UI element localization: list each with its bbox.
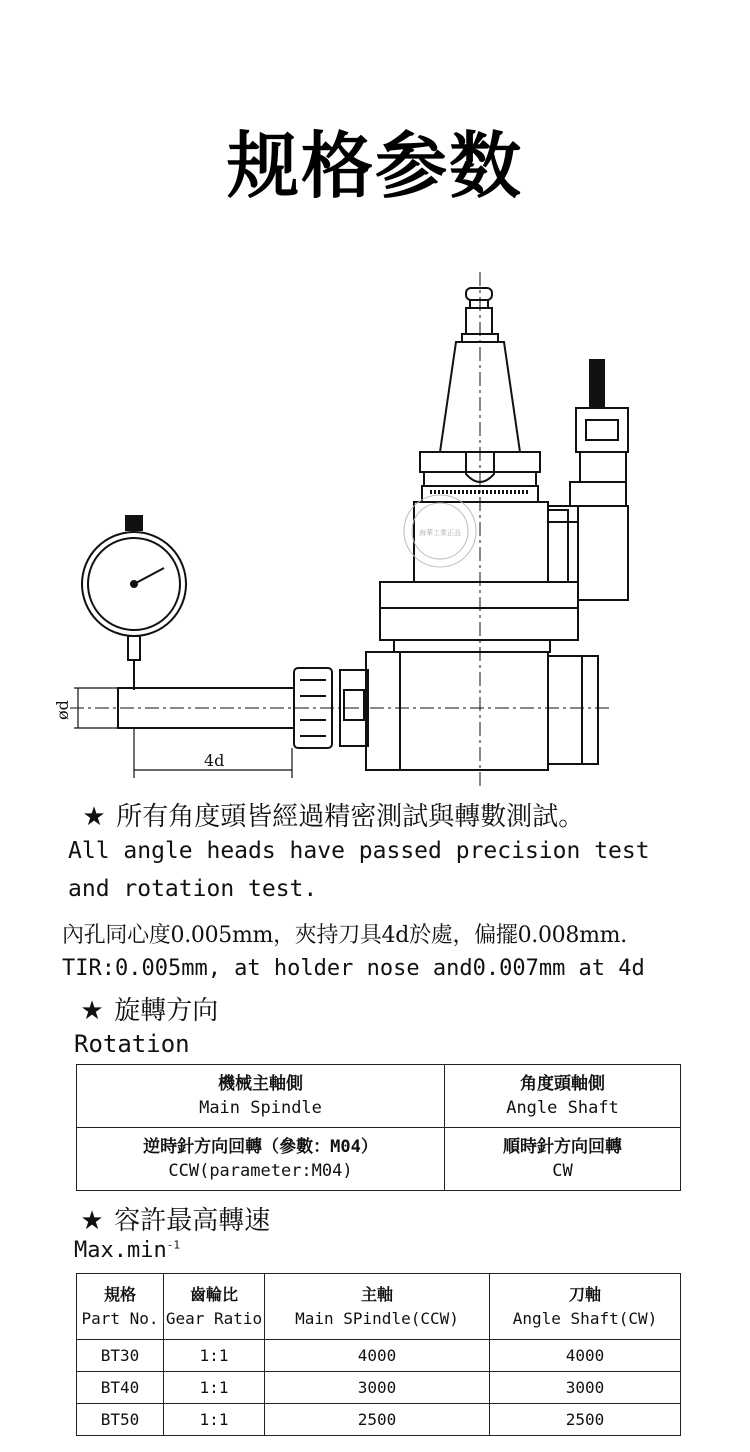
table-cell: BT40 [77, 1372, 164, 1404]
table-row [77, 1404, 681, 1436]
note-tir-zh: 內孔同心度0.005mm，夾持刀具4d於處，偏擺0.008mm. [62, 923, 627, 948]
output-spindle [340, 652, 598, 770]
star-icon: ★ [80, 1206, 104, 1236]
diameter-label: ød [53, 700, 72, 720]
rotation-heading: ★ 旋轉方向 [78, 990, 218, 1027]
table-cell: 1:1 [164, 1404, 265, 1436]
table-row [77, 1065, 681, 1128]
table-cell: BT30 [77, 1340, 164, 1372]
rotation-heading-en: Rotation [74, 1030, 190, 1058]
page-title: 规格参数 [226, 124, 523, 208]
rotation-table [76, 1064, 681, 1191]
table-cell: 順時針方向回轉 CW [445, 1128, 681, 1191]
star-icon: ★ [80, 996, 104, 1026]
table-row [77, 1128, 681, 1191]
note-precision-en-2: and rotation test. [68, 876, 318, 902]
table-cell: 3000 [265, 1372, 490, 1404]
table-cell: 機械主軸側 Main Spindle [77, 1065, 445, 1128]
table-cell: 2500 [490, 1404, 681, 1436]
dial-gauge-icon [82, 516, 186, 690]
table-cell: 3000 [490, 1372, 681, 1404]
speed-heading-en: $Max.\min^{-1}$ [74, 1238, 180, 1263]
table-cell: 4000 [265, 1340, 490, 1372]
table-cell: 4000 [490, 1340, 681, 1372]
table-row [77, 1274, 681, 1340]
star-icon: ★ [82, 802, 106, 832]
table-cell: 刀軸 Angle Shaft(CW) [490, 1274, 681, 1340]
table-cell: BT50 [77, 1404, 164, 1436]
table-cell: 1:1 [164, 1372, 265, 1404]
table-cell: 規格 Part No. [77, 1274, 164, 1340]
table-cell: 2500 [265, 1404, 490, 1436]
table-cell: 1:1 [164, 1340, 265, 1372]
length-label: 4d [204, 751, 225, 770]
note-precision-en-1: All angle heads have passed precision test [68, 838, 650, 864]
table-cell: 齒輪比 Gear Ratio [164, 1274, 265, 1340]
note-tir-en: TIR:0.005mm, at holder nose and0.007mm at 4d [62, 956, 645, 981]
table-row [77, 1372, 681, 1404]
table-cell: 逆時針方向回轉（參數：M04） CCW(parameter:M04) [77, 1128, 445, 1191]
table-cell: 角度頭軸側 Angle Shaft [445, 1065, 681, 1128]
table-cell: 主軸 Main SPindle(CCW) [265, 1274, 490, 1340]
table-row [77, 1340, 681, 1372]
watermark-text: 海華工業正品 [419, 529, 461, 537]
speed-heading: ★ 容許最高轉速 [78, 1200, 270, 1237]
speed-table [76, 1273, 681, 1436]
stop-block [548, 360, 628, 600]
note-precision-zh: ★ 所有角度頭皆經過精密測試與轉數測試。 [80, 796, 584, 833]
housing [380, 502, 578, 652]
angle-head-drawing [0, 265, 750, 795]
